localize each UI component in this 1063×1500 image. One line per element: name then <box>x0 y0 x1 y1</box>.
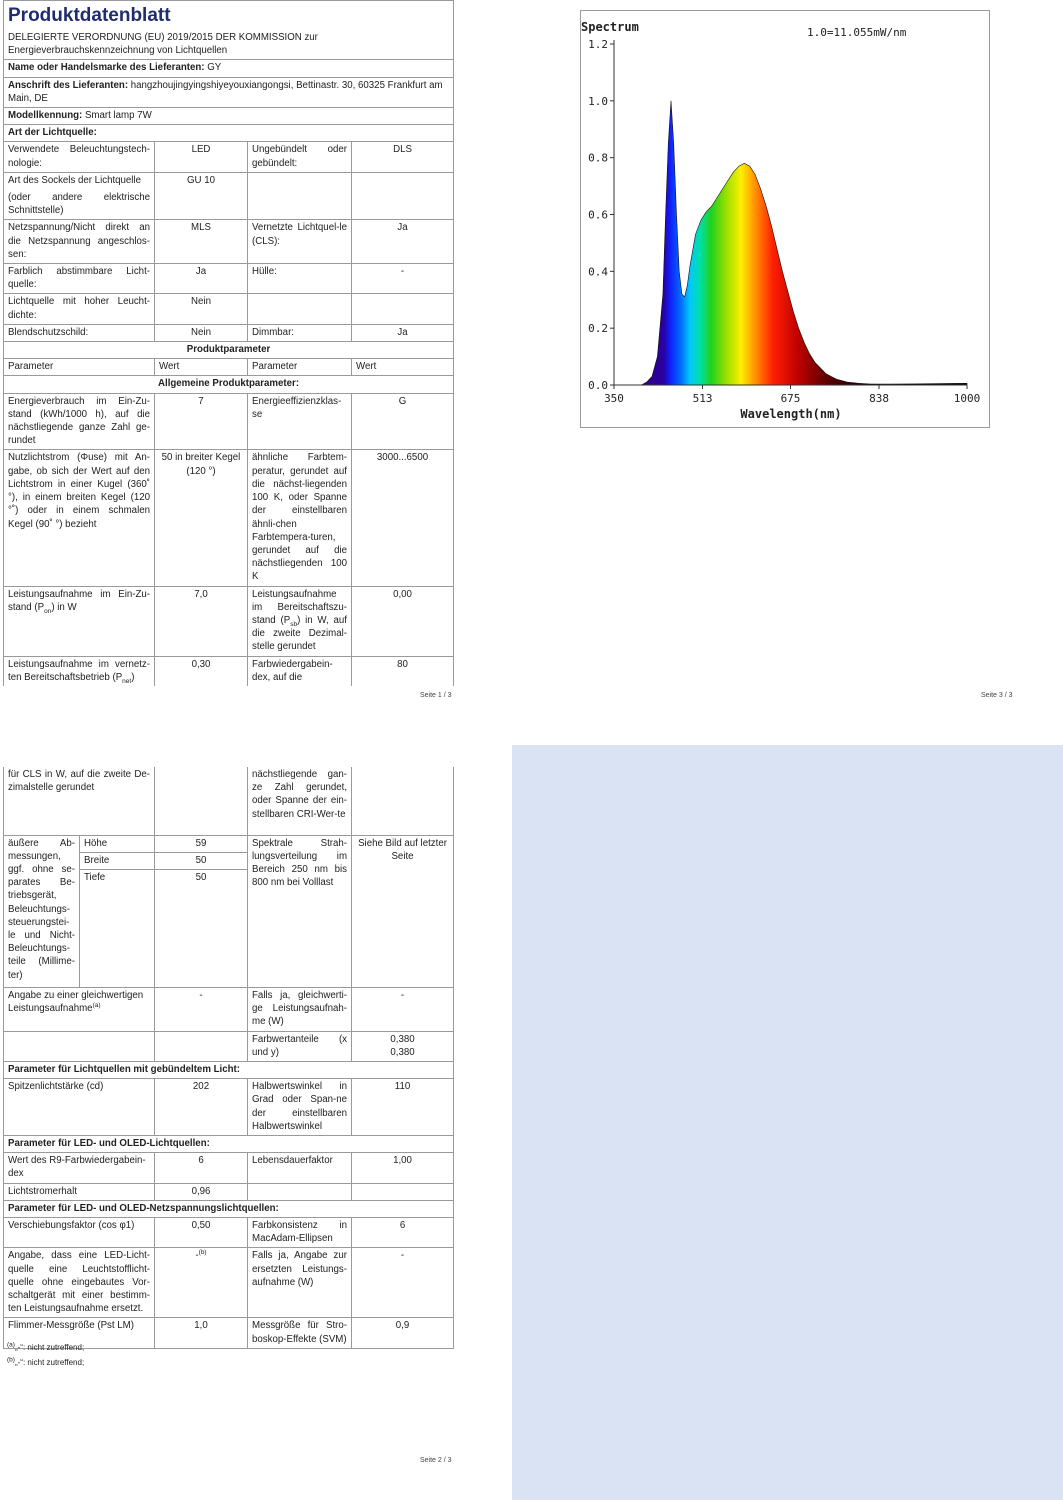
footnote-a-text: „-“: nicht zutreffend; <box>14 1343 85 1352</box>
param-label <box>4 656 155 686</box>
spectrum-chart-frame <box>580 10 990 428</box>
power-on-sub: on <box>44 607 52 615</box>
param-label: Lichtquelle mit hoher Leucht-dichte: <box>4 294 155 324</box>
general-row <box>4 656 454 686</box>
param-label: Blendschutzschild: <box>4 324 155 341</box>
param-value: 7 <box>155 393 248 450</box>
directional-header: Parameter für Lichtquellen mit gebündeltem Licht: <box>4 1061 454 1078</box>
param-label: Verschiebungsfaktor (cos φ1) <box>4 1217 155 1247</box>
param-value: GU 10 <box>155 172 248 220</box>
supplier-label: Name oder Handelsmarke des Lieferanten: <box>8 62 205 74</box>
dimension-value: 50 <box>155 852 248 869</box>
param-value: G <box>352 393 454 450</box>
model-row <box>4 108 454 125</box>
param-value: - <box>155 987 248 1031</box>
column-header: Wert <box>155 359 248 376</box>
led-row <box>4 1183 454 1200</box>
product-datasheet-table-continued <box>3 767 454 1349</box>
param-label: Verwendete Beleuchtungstech-nologie: <box>4 142 155 172</box>
param-label: Netzspannung/Nicht direkt an die Netzspannung angeschlos-sen: <box>4 220 155 264</box>
mains-row <box>4 1217 454 1247</box>
param-label: Lebensdauerfaktor <box>248 1153 352 1183</box>
param-label: für CLS in W, auf die zweite De-zimalstelle gerundet <box>4 767 155 835</box>
power-on-label: Leistungsaufnahme im Ein-Zu-stand (P <box>8 588 150 613</box>
param-value: 1,00 <box>352 1153 454 1183</box>
spectral-value: Siehe Bild auf letzter Seite <box>352 835 454 987</box>
param-value <box>352 767 454 835</box>
standby-sub: sb <box>290 620 298 628</box>
param-value: Ja <box>352 220 454 264</box>
dimensions-label: äußere Ab-messungen, ggf. ohne se-parates Be-triebsgerät, Beleuchtungs-steuerungstei-le und Nicht-Beleuchtungs-teile (Millime-ter) <box>4 835 80 987</box>
param-label: Flimmer-Messgröße (Pst LM) <box>4 1318 155 1348</box>
dimension-row <box>4 835 454 852</box>
chromaticity-x: 0,380 <box>390 1033 415 1045</box>
type-row <box>4 324 454 341</box>
y-tick-label: 0.2 <box>588 322 608 336</box>
column-header: Parameter <box>4 359 155 376</box>
param-value: Ja <box>352 324 454 341</box>
param-label <box>248 586 352 656</box>
mains-header: Parameter für LED- und OLED-Netzspannungslichtquellen: <box>4 1200 454 1217</box>
y-tick-label: 0.0 <box>588 379 608 392</box>
x-tick-label: 513 <box>692 392 713 405</box>
param-label: Hülle: <box>248 264 352 294</box>
param-value: Nein <box>155 294 248 324</box>
mains-row <box>4 1248 454 1318</box>
param-value: 0,00 <box>352 586 454 656</box>
param-label: Farbwiedergabein-dex, auf die <box>248 656 352 686</box>
led-row <box>4 1153 454 1183</box>
socket-label-note: (oder andere elektrische Schnittstelle) <box>8 192 150 217</box>
param-label: Energieeffizienzklas-se <box>248 393 352 450</box>
param-label <box>4 987 155 1031</box>
param-label: Halbwertswinkel in Grad oder Span-ne der einstellbaren Halbwertswinkel <box>248 1079 352 1136</box>
address-label: Anschrift des Lieferanten: <box>8 79 129 91</box>
replace-value: - <box>195 1250 199 1262</box>
chromaticity-row <box>4 1031 454 1061</box>
type-row <box>4 294 454 324</box>
param-label <box>248 294 352 324</box>
page-number: Seite 2 / 3 <box>420 1457 452 1464</box>
chromaticity-y: 0,380 <box>390 1046 415 1058</box>
param-label: Farbwertanteile (x und y) <box>248 1031 352 1061</box>
param-value <box>155 1031 248 1061</box>
standby-label-end: ) in W, auf die zweite Dezimal-stelle gerundet <box>252 614 347 653</box>
regulation-text: DELEGIERTE VERORDNUNG (EU) 2019/2015 DER KOMMISSION zur Energieverbrauchskennzeichnung von Lichtquellen <box>8 32 318 57</box>
x-tick-label: 675 <box>780 392 801 405</box>
equiv-label: Angabe zu einer gleichwertigen Leistungsaufnahme <box>8 989 144 1015</box>
spectrum-chart <box>581 11 989 427</box>
x-axis-label: Wavelength(nm) <box>740 407 842 421</box>
param-value: - <box>352 1248 454 1318</box>
param-label: Energieverbrauch im Ein-Zu-stand (kWh/1000 h), auf die nächstliegende ganze Zahl ge-rundet <box>4 393 155 450</box>
general-row <box>4 586 454 656</box>
param-value: DLS <box>352 142 454 172</box>
param-value: 7,0 <box>155 586 248 656</box>
networked-standby-label: Leistungsaufnahme im vernetz-ten Bereitschaftsbetrieb (P <box>8 658 150 683</box>
general-row <box>4 393 454 450</box>
networked-standby-sub: net <box>122 677 132 685</box>
equiv-power-row <box>4 987 454 1031</box>
address-value: hangzhoujingyingshiyeyouxiangongsi, Bettinastr. 30, 60325 Frankfurt am Main, DE <box>8 79 443 104</box>
light-source-type-header: Art der Lichtquelle: <box>4 125 454 142</box>
type-row <box>4 172 454 220</box>
param-value: 50 in breiter Kegel (120 °) <box>155 450 248 586</box>
directional-row <box>4 1079 454 1136</box>
param-label: Farblich abstimmbare Licht-quelle: <box>4 264 155 294</box>
spectrum-area <box>614 101 967 385</box>
chart-title: Spectrum <box>581 20 639 34</box>
param-label: Nutzlichtstrom (Φuse) mit An-gabe, ob sich der Wert auf den Lichtstrom in einer Kugel (360˚ °), in einem breiten Kegel (120 °˚) oder in einem schmalen Kegel (90˚ °) bezieht <box>4 450 155 586</box>
param-label: Wert des R9-Farbwiedergabein-dex <box>4 1153 155 1183</box>
product-parameters-header: Produktparameter <box>4 342 454 359</box>
type-row <box>4 142 454 172</box>
supplier-row <box>4 60 454 77</box>
param-value <box>352 1183 454 1200</box>
networked-standby-label-end: ) <box>131 671 135 683</box>
general-row <box>4 450 454 586</box>
page-number: Seite 1 / 3 <box>420 692 452 699</box>
param-value: Nein <box>155 324 248 341</box>
dimension-name: Höhe <box>80 835 155 852</box>
param-value: - <box>352 987 454 1031</box>
param-label <box>4 172 155 220</box>
y-tick-label: 0.6 <box>588 208 608 222</box>
param-label: Dimmbar: <box>248 324 352 341</box>
param-label: Falls ja, gleichwerti-ge Leistungsaufnah-me (W) <box>248 987 352 1031</box>
param-label: Messgröße für Stro-boskop-Effekte (SVM) <box>248 1318 352 1348</box>
y-tick-label: 0.4 <box>588 265 608 279</box>
continued-row <box>4 767 454 835</box>
replace-footnote-ref: (b) <box>198 1249 207 1257</box>
datasheet-page-2 <box>0 745 512 1500</box>
param-label: Vernetzte Lichtquel-le (CLS): <box>248 220 352 264</box>
led-header: Parameter für LED- und OLED-Lichtquellen: <box>4 1135 454 1152</box>
x-tick-label: 838 <box>869 392 889 405</box>
param-value: 202 <box>155 1079 248 1136</box>
param-value <box>155 1248 248 1318</box>
model-value: Smart lamp 7W <box>84 110 152 122</box>
equiv-footnote-ref: (a) <box>92 1001 101 1009</box>
power-on-label-end: ) in W <box>51 601 77 613</box>
dimension-name: Tiefe <box>80 869 155 987</box>
column-header: Wert <box>352 359 454 376</box>
datasheet-page-1 <box>0 0 531 745</box>
param-label: ähnliche Farbtem-peratur, gerundet auf die nächst-liegenden 100 K, oder Spanne der einstellbaren ähnli-chen Farbtempera-turen, gerundet auf die nächstliegenden 100 K <box>248 450 352 586</box>
dimension-value: 59 <box>155 835 248 852</box>
dimension-name: Breite <box>80 852 155 869</box>
param-value: 0,96 <box>155 1183 248 1200</box>
param-label: Spitzenlichtstärke (cd) <box>4 1079 155 1136</box>
x-tick-label: 350 <box>604 392 624 405</box>
param-value: 0,30 <box>155 656 248 686</box>
param-value <box>352 172 454 220</box>
supplier-value: GY <box>207 62 222 74</box>
x-tick-label: 1000 <box>953 392 981 405</box>
spectral-label: Spektrale Strah-lungsverteilung im Bereich 250 nm bis 800 nm bei Volllast <box>248 835 352 987</box>
general-parameters-header: Allgemeine Produktparameter: <box>4 376 454 393</box>
standby-label: Leistungsaufnahme im Bereitschaftszu-stand (P <box>252 588 347 626</box>
footnote-b-marker: (b) <box>7 1356 15 1364</box>
param-label <box>4 1031 155 1061</box>
param-value: 110 <box>352 1079 454 1136</box>
footnote-a <box>7 1343 84 1352</box>
param-value: 0,50 <box>155 1217 248 1247</box>
param-value: 6 <box>155 1153 248 1183</box>
empty-page-area <box>512 745 1063 1500</box>
param-label <box>248 172 352 220</box>
param-value: LED <box>155 142 248 172</box>
socket-label: Art des Sockels der Lichtquelle <box>8 174 142 186</box>
param-value: 80 <box>352 656 454 686</box>
address-row <box>4 77 454 107</box>
param-value: MLS <box>155 220 248 264</box>
model-label: Modellkennung: <box>8 110 83 122</box>
footnote-b-text: „-“: nicht zutreffend; <box>14 1358 85 1367</box>
param-value: 1,0 <box>155 1318 248 1348</box>
page-number: Seite 3 / 3 <box>981 692 1013 699</box>
dimension-value: 50 <box>155 869 248 987</box>
param-label <box>4 586 155 656</box>
y-tick-label: 1.2 <box>588 38 608 51</box>
param-value: 3000...6500 <box>352 450 454 586</box>
column-header-row <box>4 359 454 376</box>
param-label: Lichtstromerhalt <box>4 1183 155 1200</box>
y-tick-label: 0.8 <box>588 151 608 165</box>
param-label: nächstliegende gan-ze Zahl gerundet, oder Spanne der ein-stellbaren CRI-Wer-te <box>248 767 352 835</box>
param-value <box>352 294 454 324</box>
param-label: Falls ja, Angabe zur ersetzten Leistungs-aufnahme (W) <box>248 1248 352 1318</box>
type-row <box>4 220 454 264</box>
product-datasheet-table <box>3 0 454 686</box>
param-value: - <box>352 264 454 294</box>
param-value <box>352 1031 454 1061</box>
param-label: Ungebündelt oder gebündelt: <box>248 142 352 172</box>
footnote-a-marker: (a) <box>7 1341 15 1349</box>
param-label: Angabe, dass eine LED-Licht-quelle eine Leuchtstofflicht-quelle ohne eingebautes Vor-schaltgerät mit einer bestimm-ten Leistungsaufnahme ersetzt. <box>4 1248 155 1318</box>
chart-annotation: 1.0=11.055mW/nm <box>807 26 907 39</box>
param-value: 0,9 <box>352 1318 454 1348</box>
footnote-b <box>7 1358 84 1367</box>
param-label: Farbkonsistenz in MacAdam-Ellipsen <box>248 1217 352 1247</box>
param-value: Ja <box>155 264 248 294</box>
y-tick-label: 1.0 <box>588 94 608 108</box>
type-row <box>4 264 454 294</box>
column-header: Parameter <box>248 359 352 376</box>
param-value <box>155 767 248 835</box>
param-label <box>248 1183 352 1200</box>
param-value: 6 <box>352 1217 454 1247</box>
page-title: Produktdatenblatt <box>8 5 171 26</box>
